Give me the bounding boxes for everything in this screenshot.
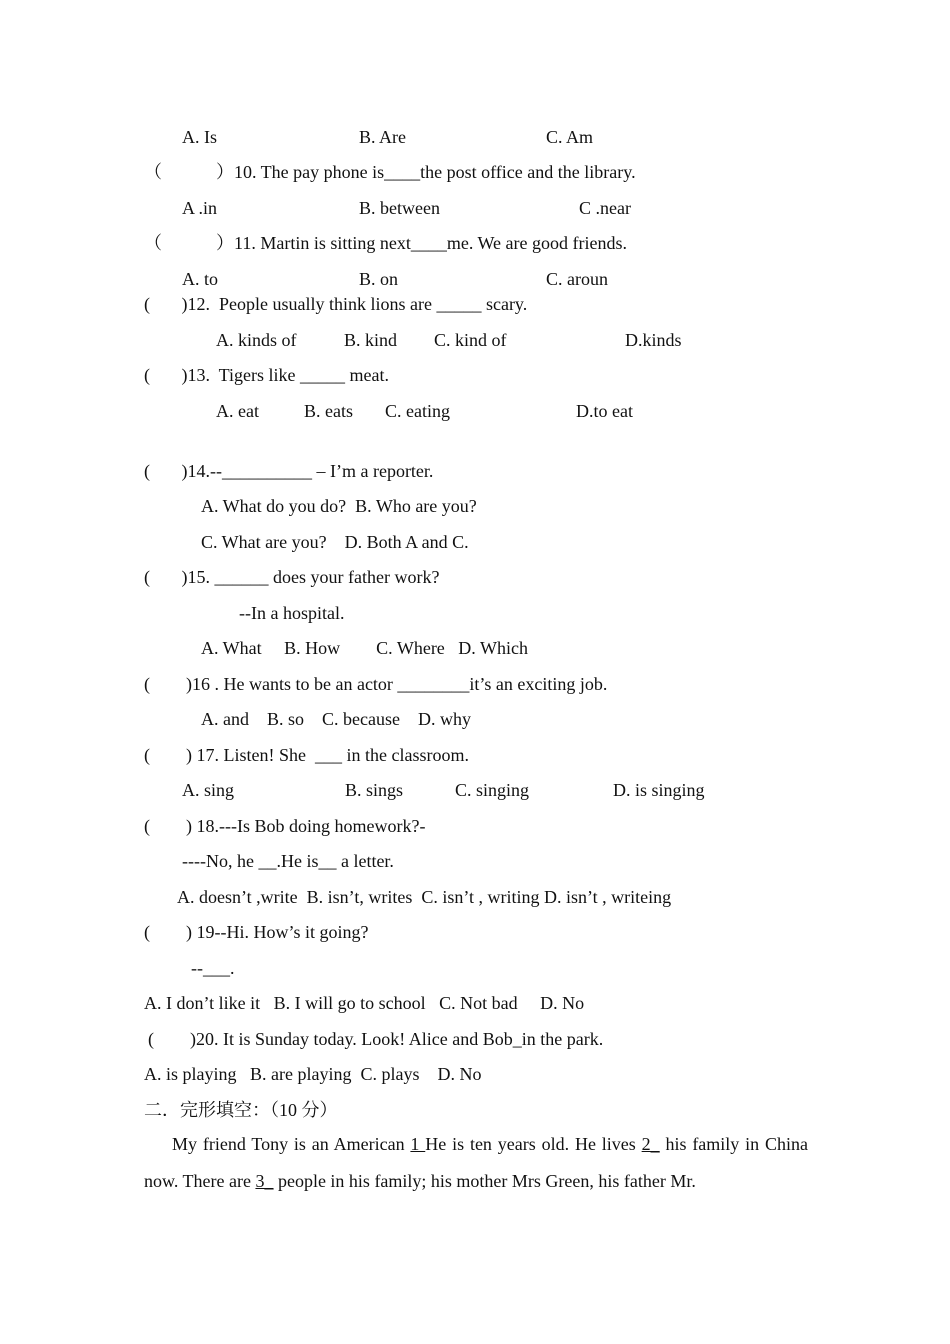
- passage-text-2: He is ten years old. He lives: [425, 1134, 642, 1154]
- q10-option-a: A .in: [182, 198, 218, 218]
- q12-option-a: A. kinds of: [216, 330, 297, 350]
- q13-option-c: C. eating: [385, 401, 450, 421]
- passage-text-1: My friend Tony is an American: [172, 1134, 411, 1154]
- q10-option-b: B. between: [359, 198, 440, 218]
- q12-stem: ( )12. People usually think lions are _____ scary.: [144, 294, 528, 314]
- q16-stem: ( )16 . He wants to be an actor ________it’s an exciting job.: [144, 674, 608, 694]
- q17-option-a: A. sing: [182, 780, 235, 800]
- q18-stem: ( ) 18.---Is Bob doing homework?-: [144, 816, 426, 836]
- q9-option-a: A. Is: [182, 127, 217, 147]
- q13-stem: ( )13. Tigers like _____ meat.: [144, 365, 389, 385]
- q9-option-b: B. Are: [359, 127, 406, 147]
- q12-option-b: B. kind: [344, 330, 398, 350]
- q11-option-c: C. aroun: [546, 269, 608, 289]
- blank-3: 3_: [255, 1171, 274, 1191]
- q19-stem: ( ) 19--Hi. How’s it going?: [144, 922, 369, 942]
- q17-option-b: B. sings: [345, 780, 404, 800]
- passage-text-3: his family in China now. There are: [144, 1134, 808, 1191]
- q10-stem: ）10. The pay phone is____the post office and the library.: [216, 162, 636, 182]
- q15-answer-line: --In a hospital.: [239, 603, 345, 623]
- q20-options: A. is playing B. are playing C. plays D. No: [144, 1064, 482, 1084]
- q11-stem: ）11. Martin is sitting next____me. We are good friends.: [216, 233, 627, 253]
- q11-bracket: （: [144, 233, 162, 253]
- q12-option-d: D.kinds: [625, 330, 682, 350]
- q17-option-c: C. singing: [455, 780, 530, 800]
- q20-stem: ( )20. It is Sunday today. Look! Alice and Bob_in the park.: [148, 1029, 604, 1049]
- q19-answer-line: --___.: [191, 958, 235, 978]
- q17-option-d: D. is singing: [613, 780, 705, 800]
- q15-stem: ( )15. ______ does your father work?: [144, 567, 440, 587]
- q13-option-a: A. eat: [216, 401, 259, 421]
- q10-option-c: C .near: [579, 198, 631, 218]
- q18-dialogue: ----No, he __.He is__ a letter.: [182, 851, 394, 871]
- passage-text-4: people in his family; his mother Mrs Green, his father Mr.: [273, 1171, 696, 1191]
- q11-option-a: A. to: [182, 269, 218, 289]
- q9-option-c: C. Am: [546, 127, 594, 147]
- cloze-passage: [144, 1126, 808, 1200]
- q14-options-ab: A. What do you do? B. Who are you?: [201, 496, 477, 516]
- q17-stem: ( ) 17. Listen! She ___ in the classroom.: [144, 745, 469, 765]
- section-heading-cloze: 二．完形填空：（10 分）: [144, 1100, 338, 1120]
- q11-option-b: B. on: [359, 269, 399, 289]
- blank-1: 1: [410, 1134, 426, 1154]
- q12-option-c: C. kind of: [434, 330, 507, 350]
- q14-options-cd: C. What are you? D. Both A and C.: [201, 532, 469, 552]
- q13-option-b: B. eats: [304, 401, 353, 421]
- q18-options: A. doesn’t ,write B. isn’t, writes C. isn’t , writing D. isn’t , writeing: [177, 887, 672, 907]
- q14-stem: ( )14.--__________ – I’m a reporter.: [144, 461, 434, 481]
- q15-options: A. What B. How C. Where D. Which: [201, 638, 528, 658]
- q10-bracket: （: [144, 162, 162, 182]
- q16-options: A. and B. so C. because D. why: [201, 709, 471, 729]
- q19-options: A. I don’t like it B. I will go to school C. Not bad D. No: [144, 993, 585, 1013]
- q13-option-d: D.to eat: [576, 401, 633, 421]
- blank-2: 2_: [641, 1134, 660, 1154]
